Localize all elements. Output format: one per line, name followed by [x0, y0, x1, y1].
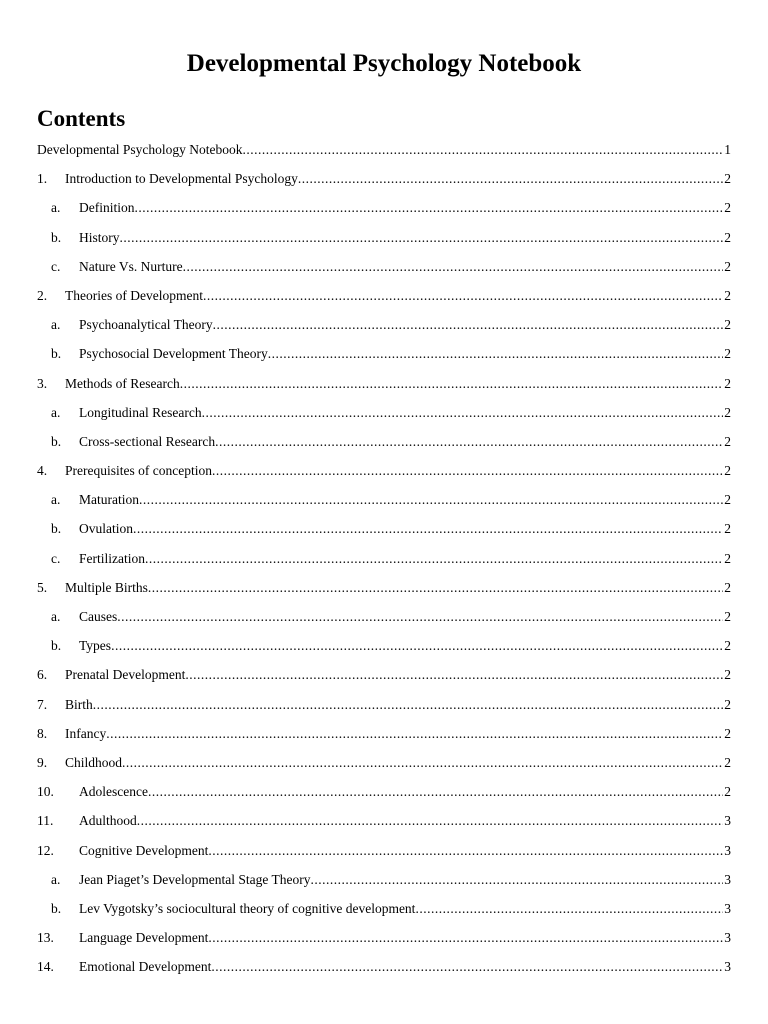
toc-entry-page-number: 2 — [724, 200, 731, 216]
toc-entry-number: c. — [51, 550, 61, 566]
toc-dot-leader — [133, 519, 723, 539]
toc-entry[interactable] — [37, 724, 731, 753]
toc-entry-page-number: 2 — [724, 784, 731, 800]
toc-entry-page-number: 2 — [724, 346, 731, 362]
toc-dot-leader — [183, 257, 724, 277]
toc-entry-page-number: 3 — [724, 959, 731, 975]
toc-entry-number: 11. — [37, 813, 54, 829]
toc-entry-label[interactable]: Emotional Development — [79, 959, 212, 975]
toc-entry-page-number: 2 — [724, 463, 731, 479]
toc-entry[interactable] — [37, 578, 731, 607]
toc-entry-label[interactable]: Causes — [79, 609, 118, 624]
toc-entry-label[interactable]: Developmental Psychology Notebook — [37, 142, 243, 157]
toc-dot-leader — [93, 695, 723, 715]
toc-dot-leader — [106, 724, 723, 744]
toc-entry-number: 8. — [37, 725, 48, 741]
toc-entry[interactable] — [37, 695, 731, 724]
toc-entry[interactable] — [37, 870, 731, 899]
toc-dot-leader — [137, 811, 723, 831]
toc-entry[interactable] — [37, 490, 731, 519]
toc-entry-number: 5. — [37, 579, 48, 595]
toc-entry-label[interactable]: Multiple Births — [65, 579, 148, 595]
toc-dot-leader — [148, 578, 723, 598]
toc-entry-number: 10. — [37, 784, 54, 800]
toc-entry-number: b. — [51, 900, 62, 916]
toc-entry-label[interactable]: Cognitive Development — [79, 842, 209, 858]
toc-entry-number: 13. — [37, 930, 54, 946]
toc-entry-page-number: 2 — [724, 433, 731, 449]
toc-entry-label[interactable]: Lev Vygotsky’s sociocultural theory of cognitive development — [79, 900, 416, 916]
toc-entry[interactable] — [37, 753, 731, 782]
toc-entry-number: a. — [51, 609, 61, 624]
toc-entry[interactable] — [37, 607, 731, 636]
toc-entry-label[interactable]: History — [79, 229, 120, 245]
toc-entry[interactable] — [37, 841, 731, 870]
toc-dot-leader — [268, 344, 724, 364]
toc-entry-label[interactable]: Language Development — [79, 930, 209, 946]
toc-entry-number: b. — [51, 638, 62, 654]
toc-dot-leader — [415, 899, 723, 919]
toc-dot-leader — [185, 665, 723, 685]
toc-entry-label[interactable]: Nature Vs. Nurture — [79, 258, 183, 274]
toc-entry-number: 14. — [37, 959, 54, 975]
toc-entry-page-number: 2 — [724, 667, 731, 683]
toc-entry-page-number: 2 — [724, 579, 731, 595]
toc-entry-page-number: 2 — [724, 521, 731, 537]
toc-dot-leader — [180, 374, 724, 394]
toc-dot-leader — [211, 957, 723, 977]
toc-entry[interactable] — [37, 461, 731, 490]
toc-entry-number: b. — [51, 521, 62, 537]
toc-entry-page-number: 2 — [724, 258, 731, 274]
toc-dot-leader — [202, 403, 724, 423]
toc-entry-number: a. — [51, 317, 61, 333]
toc-entry-page-number: 3 — [724, 871, 731, 887]
toc-entry[interactable] — [37, 228, 731, 257]
toc-dot-leader — [212, 461, 723, 481]
toc-entry-number: c. — [51, 258, 61, 274]
toc-entry[interactable] — [37, 549, 731, 578]
table-of-contents — [37, 140, 731, 986]
toc-entry-number: a. — [51, 404, 61, 420]
toc-dot-leader — [242, 140, 723, 160]
toc-entry-number: 9. — [37, 754, 48, 770]
toc-entry-label[interactable]: Childhood — [65, 754, 123, 770]
toc-heading: Contents — [37, 106, 126, 131]
toc-entry-page-number: 2 — [724, 492, 731, 508]
toc-entry-label[interactable]: Maturation — [79, 492, 139, 508]
toc-entry-label[interactable]: Introduction to Developmental Psychology — [65, 171, 298, 187]
toc-entry-label[interactable]: Jean Piaget’s Developmental Stage Theory — [79, 871, 311, 887]
toc-dot-leader — [310, 870, 723, 890]
toc-dot-leader — [117, 607, 723, 627]
toc-entry-label[interactable]: Cross-sectional Research — [79, 433, 216, 449]
toc-entry-page-number: 2 — [724, 404, 731, 420]
toc-entry[interactable] — [37, 257, 731, 286]
toc-dot-leader — [208, 928, 723, 948]
toc-entry-page-number: 2 — [724, 754, 731, 770]
toc-entry-number: 12. — [37, 842, 54, 858]
toc-entry[interactable] — [37, 928, 731, 957]
toc-entry[interactable] — [37, 403, 731, 432]
toc-entry-label[interactable]: Prenatal Development — [65, 667, 186, 683]
toc-entry-number: 7. — [37, 696, 48, 712]
toc-entry-page-number: 2 — [724, 287, 731, 303]
toc-dot-leader — [298, 169, 723, 189]
toc-entry-page-number: 3 — [724, 930, 731, 946]
toc-entry-page-number: 2 — [724, 550, 731, 566]
toc-entry-page-number: 3 — [724, 813, 731, 829]
toc-entry-page-number: 2 — [724, 375, 731, 391]
toc-entry[interactable] — [37, 286, 731, 315]
toc-entry-page-number: 2 — [724, 171, 731, 187]
toc-entry-page-number: 2 — [724, 317, 731, 333]
toc-dot-leader — [215, 432, 723, 452]
toc-entry[interactable] — [37, 169, 731, 198]
toc-entry-number: a. — [51, 200, 61, 216]
toc-entry-number: a. — [51, 492, 61, 508]
toc-entry-number: 6. — [37, 667, 48, 683]
toc-entry-page-number: 2 — [724, 696, 731, 712]
toc-dot-leader — [145, 549, 723, 569]
toc-entry-number: 3. — [37, 375, 48, 391]
toc-entry[interactable] — [37, 198, 731, 227]
toc-entry-number: 1. — [37, 171, 48, 187]
toc-entry-page-number: 3 — [724, 842, 731, 858]
toc-entry-label[interactable]: Theories of Development — [65, 287, 203, 303]
toc-entry-page-number: 2 — [724, 229, 731, 245]
toc-dot-leader — [122, 753, 723, 773]
toc-entry-number: b. — [51, 346, 62, 362]
toc-dot-leader — [135, 198, 724, 218]
toc-entry[interactable] — [37, 140, 731, 169]
toc-entry[interactable] — [37, 432, 731, 461]
toc-entry-label[interactable]: Fertilization — [79, 550, 145, 566]
toc-dot-leader — [208, 841, 723, 861]
toc-entry-number: b. — [51, 433, 62, 449]
toc-entry[interactable] — [37, 782, 731, 811]
document-page — [37, 0, 731, 986]
toc-entry-label[interactable]: Adulthood — [79, 813, 137, 829]
toc-entry-label[interactable]: Longitudinal Research — [79, 404, 202, 420]
toc-entry-page-number: 1 — [724, 142, 731, 157]
toc-entry[interactable] — [37, 636, 731, 665]
toc-entry-number: b. — [51, 229, 62, 245]
toc-dot-leader — [148, 782, 723, 802]
toc-entry-number: a. — [51, 871, 61, 887]
toc-entry-label[interactable]: Adolescence — [79, 784, 148, 800]
toc-entry-label[interactable]: Prerequisites of conception — [65, 463, 212, 479]
toc-dot-leader — [203, 286, 723, 306]
toc-dot-leader — [120, 228, 724, 248]
toc-entry[interactable] — [37, 519, 731, 548]
toc-entry-label[interactable]: Methods of Research — [65, 375, 180, 391]
toc-entry[interactable] — [37, 665, 731, 694]
toc-entry-page-number: 2 — [724, 638, 731, 654]
toc-entry-page-number: 3 — [724, 900, 731, 916]
toc-entry-label[interactable]: Ovulation — [79, 521, 133, 537]
toc-entry[interactable] — [37, 315, 731, 344]
toc-entry[interactable] — [37, 344, 731, 373]
toc-entry-label[interactable]: Infancy — [65, 725, 107, 741]
toc-entry[interactable] — [37, 957, 731, 986]
toc-entry-label[interactable]: Psychosocial Development Theory — [79, 346, 268, 362]
toc-entry-label[interactable]: Psychoanalytical Theory — [79, 317, 213, 333]
toc-entry-number: 2. — [37, 287, 48, 303]
toc-entry[interactable] — [37, 899, 731, 928]
toc-dot-leader — [111, 636, 723, 656]
toc-dot-leader — [213, 315, 724, 335]
toc-entry[interactable] — [37, 374, 731, 403]
document-title: Developmental Psychology Notebook — [186, 50, 582, 77]
toc-entry-number: 4. — [37, 463, 48, 479]
toc-dot-leader — [139, 490, 723, 510]
toc-entry-label[interactable]: Types — [79, 638, 112, 654]
toc-entry-page-number: 2 — [724, 725, 731, 741]
toc-entry[interactable] — [37, 811, 731, 840]
toc-entry-label[interactable]: Definition — [79, 200, 135, 216]
toc-entry-label[interactable]: Birth — [65, 696, 93, 712]
toc-entry-page-number: 2 — [724, 609, 731, 624]
